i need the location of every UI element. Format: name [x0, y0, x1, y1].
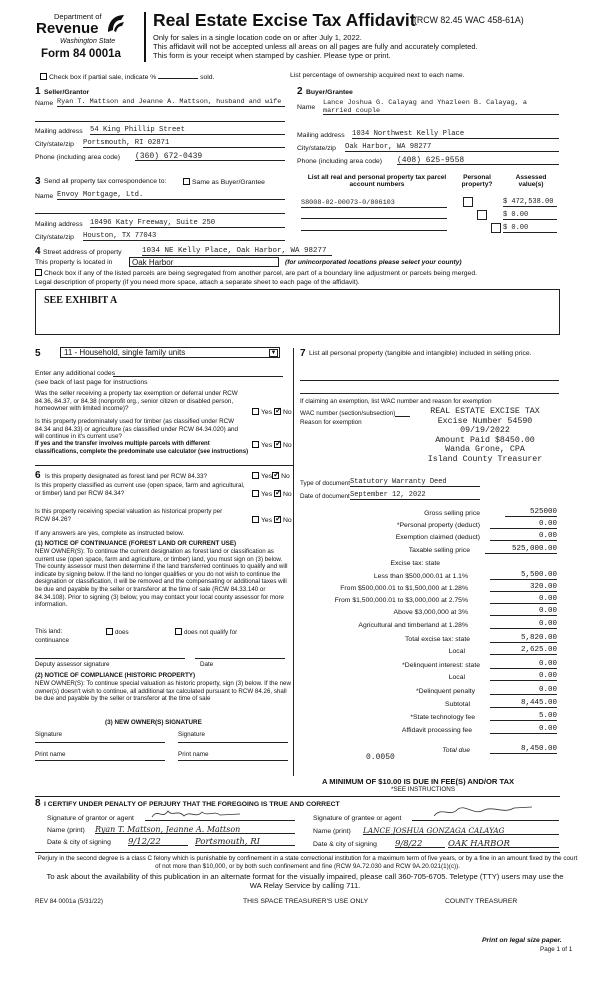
notice-2-text: NEW OWNER(S): To continue special valuation as historic property, sign (3) below. If the new owner(s) doesn't wish to continue, all additional tax calculated pursuant to RCW 84.26, shall be due and payable by the seller or transferor at the time of sale — [35, 680, 291, 703]
grantor-name-field[interactable]: Ryan T. Mattson, Jeanne A. Mattson — [95, 825, 295, 834]
corr-name-label: Name — [35, 193, 54, 200]
grantor-date-field[interactable]: 9/12/22 — [128, 837, 188, 846]
assessed-value-field[interactable]: $ 0.00 — [503, 224, 557, 233]
notice-1-text: NEW OWNER(S): To continue the current designation as forest land or classification as current use (open space, farm and agriculture, or timber) land, you must sign on (3) below. The county assessor must then determine if the land transferred continues to qualify and will indicate by signing below. If the land no longer qualifies or you do not wish to continue the designation or classification, it will be removed and the compensating or additional taxes will be due and payable by the seller or transferor at the time of sale (RCW 84.33.140 or 84.34.108). Prior to signing (3) below, you may contact your local county assessor for more information. — [35, 548, 288, 609]
grantee-date-field[interactable]: 9/8/22 — [395, 839, 445, 848]
calc-label: *Personal property (deduct) — [396, 522, 480, 529]
continuance-label: continuance — [35, 637, 69, 644]
legal-description: SEE EXHIBIT A — [44, 295, 118, 306]
additional-codes-label: Enter any additional codes — [35, 370, 116, 377]
calc-label: From $1,500,000.01 to $3,000,000 at 2.75% — [334, 597, 468, 604]
deputy-date-line[interactable] — [195, 658, 285, 659]
segregation-checkbox[interactable] — [35, 269, 42, 276]
doc-type-label: Type of document — [300, 480, 351, 487]
sec6-number: 6 — [35, 470, 41, 481]
calc-label: Excise tax: state — [390, 560, 440, 567]
assessed-value-field[interactable]: $ 472,538.00 — [503, 198, 557, 207]
grantor-sig-label: Signature of grantor or agent — [47, 815, 134, 822]
form-title: Real Estate Excise Tax Affidavit — [153, 10, 416, 30]
header-note-2: This affidavit will not be accepted unless all areas on all pages are fully and accurately completed. — [153, 42, 478, 51]
doc-type-field[interactable]: Statutory Warranty Deed — [350, 478, 480, 487]
print-name-label-2: Print name — [178, 751, 209, 758]
segregation-row — [35, 269, 560, 277]
seller-city-label: City/state/zip — [35, 141, 74, 148]
calc-label: Affidavit processing fee — [401, 727, 472, 734]
seller-name-label: Name — [35, 100, 54, 107]
grantor-date-label: Date & city of signing — [47, 839, 111, 846]
signature-scribble-icon — [150, 808, 250, 820]
calc-label: Gross selling price — [424, 510, 480, 517]
q2-yes-checkbox[interactable] — [252, 441, 259, 448]
calc-amount[interactable]: 525,000.00 — [485, 545, 557, 554]
owner-print-line-2[interactable] — [178, 760, 288, 761]
ownership-note: List percentage of ownership acquired next to each name. — [290, 72, 465, 79]
personal-property-line-2[interactable] — [300, 385, 559, 394]
calc-amount[interactable]: 525000 — [505, 508, 557, 517]
buyer-phone-label: Phone (including area code) — [297, 158, 383, 165]
correspondence-section — [35, 176, 285, 241]
calc-amount[interactable]: 0.00 — [490, 660, 557, 669]
corr-same-row — [183, 178, 265, 186]
seller-phone-field[interactable]: (360) 672-0439 — [135, 152, 285, 161]
grantee-date-label: Date & city of signing — [313, 841, 377, 848]
seller-heading: Seller/Grantor — [44, 89, 90, 96]
forest-question: Is this property designated as forest land per RCW 84.33? — [45, 473, 208, 480]
stamp-line-5: Wanda Grone, CPA — [445, 445, 525, 454]
deputy-signature-line[interactable] — [35, 658, 185, 659]
property-number: 4 — [35, 246, 41, 257]
minimum-due-note: A MINIMUM OF $10.00 IS DUE IN FEE(S) AND/OR TAX — [322, 777, 515, 786]
dept-label: Department of — [54, 12, 102, 21]
buyer-mail-label: Mailing address — [297, 132, 345, 139]
calc-label: Less than $500,000.01 at 1.1% — [373, 573, 468, 580]
sec7-number: 7 — [300, 348, 306, 359]
header-note-3: This form is your receipt when stamped by cashier. Please type or print. — [153, 51, 391, 60]
notice-2-heading: (2) NOTICE OF COMPLIANCE (HISTORIC PROPERTY) — [35, 672, 196, 679]
location-note: (for unincorporated locations please select your county) — [285, 259, 462, 266]
calc-label: *Delinquent penalty — [416, 688, 475, 695]
reason-label: Reason for exemption — [300, 419, 362, 426]
county-treasurer: COUNTY TREASURER — [445, 898, 518, 905]
does-option: does — [106, 628, 129, 636]
local-rate-value: 0.0050 — [366, 753, 395, 762]
buyer-name-label: Name — [297, 104, 316, 111]
q1-no-checkbox[interactable] — [274, 408, 281, 415]
does-not-option: does not qualify for — [175, 628, 237, 636]
calc-label: Total excise tax: state — [405, 636, 470, 643]
corr-name-line-2[interactable] — [35, 205, 285, 214]
grantee-name-field[interactable]: LANCE JOSHUA GONZAGA CALAYAG — [363, 826, 559, 835]
buyer-name-field[interactable]: Lance Joshua G. Calayag and Yhazleen B. Calayag, a married couple — [323, 99, 559, 115]
street-label: Street address of property — [43, 249, 122, 256]
notice-3-heading: (3) NEW OWNER(S) SIGNATURE — [105, 719, 202, 726]
calc-amount[interactable]: 5,500.00 — [490, 571, 557, 580]
parcel-number-field[interactable]: S8008-02-00073-0/806103 — [301, 199, 447, 208]
buyer-section — [297, 86, 559, 176]
calc-label: Local — [448, 648, 465, 655]
calc-amount[interactable]: 0.00 — [490, 672, 557, 681]
state-label: Washington State — [60, 38, 116, 45]
corr-name-field[interactable]: Envoy Mortgage, Ltd. — [57, 191, 285, 200]
grantee-city-field[interactable]: OAK HARBOR — [448, 839, 559, 848]
stamp-line-6: Island County Treasurer — [427, 454, 543, 464]
personal-property-checkbox[interactable] — [463, 197, 473, 207]
property-section — [35, 246, 560, 346]
calc-label: Taxable selling price — [408, 547, 470, 554]
partial-sold-label: sold. — [200, 74, 215, 81]
deputy-date-label: Date — [200, 661, 214, 668]
sec8-number: 8 — [35, 798, 41, 809]
calc-label: Local — [448, 674, 465, 681]
q2-yes-no: Yes ✓ No — [252, 441, 292, 449]
land-use-value: 11 - Household, single family units — [64, 348, 186, 357]
footer-divider — [35, 852, 560, 853]
corr-city-label: City/state/zip — [35, 234, 74, 241]
calc-label: Exemption claimed (deduct) — [395, 534, 480, 541]
form-number: Form 84 0001a — [41, 48, 121, 60]
seller-mail-field[interactable]: 54 King Phillip Street — [90, 126, 285, 135]
historic-question: Is this property receiving special valuation as historical property per RCW 84.26? — [35, 508, 223, 523]
dor-logo — [36, 12, 136, 62]
calc-label: Total due — [442, 747, 470, 754]
this-land-label: This land: — [35, 628, 63, 635]
personal-property-checkbox[interactable] — [477, 210, 487, 220]
calc-amount[interactable]: 0.00 — [490, 595, 557, 604]
sec5-divider — [35, 465, 293, 466]
if-any-yes: If any answers are yes, complete as instructed below. — [35, 530, 185, 537]
legal-box[interactable] — [35, 289, 560, 335]
seller-mail-label: Mailing address — [35, 128, 83, 135]
calc-amount[interactable]: 5.00 — [490, 712, 557, 721]
treasurer-stamp — [410, 407, 560, 464]
additional-codes-field[interactable] — [113, 368, 283, 377]
calc-amount[interactable]: 8,445.00 — [490, 699, 557, 708]
timber-note: If yes and the transfer involves multiple parcels with different classifications, complete the predominate use calculator (see instructions) — [35, 441, 249, 455]
q1-yes-no: Yes ✓ No — [252, 408, 292, 416]
corr-label: Send all property tax correspondence to: — [44, 178, 167, 185]
wac-label: WAC number (section/subsection) — [300, 410, 396, 417]
calc-label: Agricultural and timberland at 1.28% — [358, 622, 468, 629]
land-use-select[interactable] — [60, 347, 280, 358]
grantee-signature[interactable] — [412, 812, 559, 821]
calc-label: Above $3,000,000 at 3% — [393, 609, 468, 616]
owner-print-line[interactable] — [35, 760, 165, 761]
q5-yes-no: Yes ✓ No — [252, 516, 292, 524]
buyer-mail-field[interactable]: 1034 Northwest Kelly Place — [352, 130, 559, 139]
see-instructions: *SEE INSTRUCTIONS — [391, 786, 456, 793]
buyer-number: 2 — [297, 86, 303, 97]
calc-label: From $500,000.01 to $1,500,000 at 1.28% — [340, 585, 468, 592]
q1-yes-checkbox[interactable] — [252, 408, 259, 415]
personal-property-checkbox[interactable] — [491, 223, 501, 233]
dept-name: Revenue — [36, 20, 99, 37]
current-use-question: Is this property classified as current use (open space, farm and agricultural, or timber) land per RCW 84.34? — [35, 482, 245, 497]
q4-yes-checkbox[interactable] — [252, 490, 259, 497]
calc-amount[interactable]: 5,820.00 — [490, 634, 557, 643]
q5-yes-checkbox[interactable] — [252, 516, 259, 523]
segregation-text: Check box if any of the listed parcels are being segregated from another parcel, are part of a boundary line adjustment or parcels being merged. — [44, 270, 477, 277]
owner-signature-line-2[interactable] — [178, 742, 288, 743]
calc-amount[interactable]: 0.00 — [490, 620, 557, 629]
header-divider — [144, 12, 146, 62]
buyer-phone-field[interactable]: (408) 625-9558 — [397, 156, 559, 165]
sec5-number: 5 — [35, 348, 41, 359]
stamp-line-1: REAL ESTATE EXCISE TAX — [430, 407, 540, 416]
corr-mail-label: Mailing address — [35, 221, 83, 228]
personal-property-label: List all personal property (tangible and intangible) included in selling price. — [309, 350, 532, 357]
q3-no-checkbox[interactable] — [272, 472, 279, 479]
stamp-line-3: 09/19/2022 — [460, 426, 510, 435]
revision-number: REV 84 0001a (5/31/22) — [35, 898, 103, 905]
grantee-sig-label: Signature of grantee or agent — [313, 815, 402, 822]
buyer-heading: Buyer/Grantee — [306, 89, 353, 96]
calc-amount[interactable]: 0.00 — [490, 607, 557, 616]
location-select[interactable]: Oak Harbor — [129, 257, 279, 267]
buyer-city-field[interactable]: Oak Harbor, WA 98277 — [345, 143, 559, 152]
notice-1-heading: (1) NOTICE OF CONTINUANCE (FOREST LAND OR CURRENT USE) — [35, 540, 237, 547]
partial-percent-field[interactable] — [158, 72, 198, 79]
corr-number: 3 — [35, 176, 41, 187]
partial-sale-checkbox[interactable] — [40, 73, 47, 80]
stamp-line-4: Amount Paid $8450.00 — [435, 435, 535, 445]
timber-question: Is this property predominately used for timber (as classified under RCW 84.34 and 84.33) or agriculture (as classified under RCW 84.34.020) and will continue in it's current use? — [35, 418, 239, 441]
parcels-header-personal: Personal property? — [461, 174, 493, 188]
q3-yes-no: Yes✓ No — [252, 472, 290, 480]
partial-sale-label: Check box if partial sale, indicate % — [49, 74, 157, 81]
parcel-number-field[interactable] — [301, 222, 447, 231]
treasurer-space: THIS SPACE TREASURER'S USE ONLY — [243, 898, 369, 905]
calc-label: *Delinquent interest: state — [402, 662, 480, 669]
additional-codes-note: (see back of last page for instructions — [35, 379, 148, 386]
parcels-table — [297, 174, 559, 240]
location-label: This property is located in — [35, 259, 113, 266]
doc-date-field[interactable]: September 12, 2022 — [350, 491, 480, 500]
same-as-buyer-label: Same as Buyer/Grantee — [192, 179, 265, 186]
accessibility-notice: To ask about the availability of this publication in an alternate format for the visually impaired, please call 360-705-6705. Teletype (TTY) users may use the WA Relay Service by calling 711. — [46, 872, 564, 890]
assessed-value-field[interactable]: $ 0.00 — [503, 211, 557, 220]
q2-no-checkbox[interactable] — [274, 441, 281, 448]
exemption-question: Was the seller receiving a property tax exemption or deferral under RCW 84.36, 84.37, or 84.38 (nonprofit org., senior citizen or disabled person, homeowner with limited income)? — [35, 390, 238, 413]
signature-label-2: Signature — [178, 731, 205, 738]
calc-amount[interactable]: 320.00 — [490, 583, 557, 592]
calc-amount[interactable]: 2,625.00 — [490, 646, 557, 655]
legal-paper-note: Print on legal size paper. — [482, 937, 562, 944]
certify-heading: I CERTIFY UNDER PENALTY OF PERJURY THAT THE FOREGOING IS TRUE AND CORRECT — [44, 801, 340, 808]
partial-sale-row — [40, 72, 280, 81]
seller-section — [35, 86, 285, 176]
parcels-header-numbers: List all real and personal property tax parcel account numbers — [307, 174, 447, 188]
print-name-label: Print name — [35, 751, 66, 758]
page-number: Page 1 of 1 — [540, 946, 573, 953]
q3-yes-checkbox[interactable] — [252, 472, 259, 479]
header-note-1: Only for sales in a single location code on or after July 1, 2022. — [153, 33, 362, 42]
deputy-signature-label: Deputy assessor signature — [35, 661, 110, 668]
wa-logo-icon — [104, 12, 128, 36]
seller-phone-label: Phone (including area code) — [35, 154, 121, 161]
seller-name-field[interactable]: Ryan T. Mattson and Jeanne A. Mattson, husband and wife — [57, 98, 285, 107]
chevron-down-icon[interactable]: ▼ — [270, 349, 277, 356]
does-checkbox[interactable] — [106, 628, 113, 635]
seller-name-line-2[interactable] — [35, 113, 285, 122]
street-field[interactable]: 1034 NE Kelly Place, Oak Harbor, WA 98277 — [142, 247, 332, 256]
calc-amount[interactable]: 0.00 — [490, 725, 557, 734]
signature-label: Signature — [35, 731, 62, 738]
calc-label: Subtotal — [445, 701, 470, 708]
legal-label: Legal description of property (if you need more space, attach a separate sheet to each page of the affidavit). — [35, 279, 360, 286]
q4-yes-no: Yes ✓ No — [252, 490, 292, 498]
calc-amount[interactable]: 0.00 — [490, 532, 557, 541]
q4-no-checkbox[interactable] — [274, 490, 281, 497]
calc-label: *State technology fee — [410, 714, 475, 721]
calc-amount[interactable]: 8,450.00 — [490, 745, 557, 754]
exemption-label: If claiming an exemption, list WAC number and reason for exemption — [300, 398, 492, 405]
parcel-number-field[interactable] — [301, 210, 447, 219]
grantor-city-field[interactable]: Portsmouth, RI — [195, 837, 295, 846]
parcels-header-assessed: Assessed value(s) — [515, 174, 547, 188]
buyer-city-label: City/state/zip — [297, 145, 336, 152]
sec8-divider — [35, 796, 560, 797]
corr-city-field[interactable]: Houston, TX 77043 — [83, 232, 285, 241]
calc-amount[interactable]: 0.00 — [490, 686, 557, 695]
owner-signature-line[interactable] — [35, 742, 165, 743]
form-rcw: (RCW 82.45 WAC 458-61A) — [414, 15, 524, 25]
grantor-name-label: Name (print) — [47, 827, 85, 834]
perjury-notice: Perjury in the second degree is a class C felony which is punishable by confinement in a state correctional institution for a maximum term of five years, or by a fine in an amount fixed by the court of not more than $10,000, or by both such confinement and fine (RCW 9A.72.030 and RCW 9A.20.021(1)(c)). — [37, 855, 578, 870]
same-as-buyer-checkbox[interactable] — [183, 178, 190, 185]
personal-property-line[interactable] — [300, 372, 559, 381]
seller-number: 1 — [35, 86, 41, 97]
wac-field[interactable] — [395, 408, 410, 417]
does-not-checkbox[interactable] — [175, 628, 182, 635]
grantee-name-label: Name (print) — [313, 828, 351, 835]
grantor-signature[interactable] — [145, 812, 295, 821]
stamp-line-2: Excise Number 54590 — [437, 416, 533, 426]
doc-date-label: Date of document — [300, 493, 350, 500]
signature-scribble-icon — [432, 804, 542, 820]
seller-city-field[interactable]: Portsmouth, RI 02871 — [83, 139, 285, 148]
corr-mail-field[interactable]: 10496 Katy Freeway, Suite 250 — [90, 219, 285, 228]
calc-amount[interactable]: 0.00 — [490, 520, 557, 529]
